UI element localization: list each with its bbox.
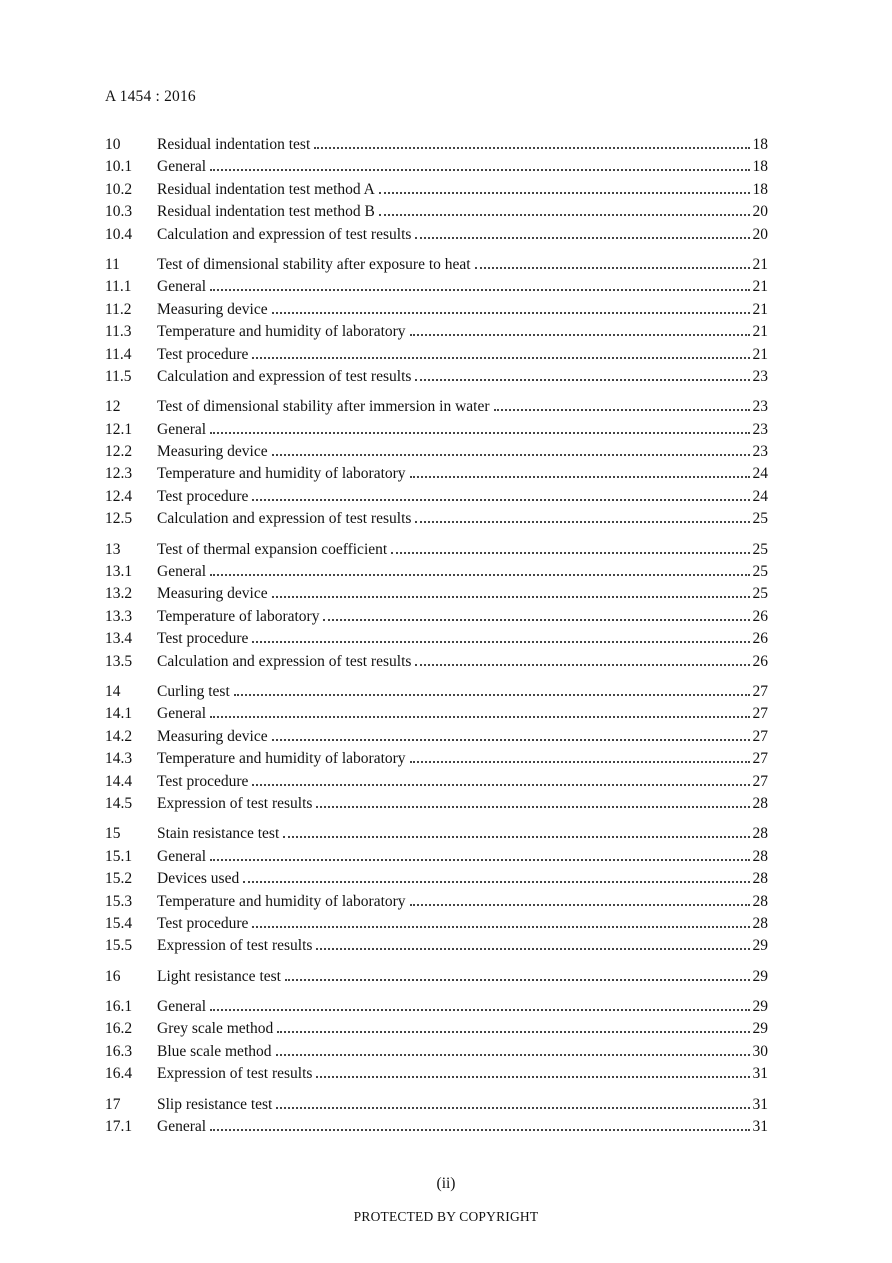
toc-entry-page: 20 bbox=[752, 203, 768, 221]
toc-entry-page: 26 bbox=[752, 652, 768, 670]
toc-entry-title: General bbox=[157, 705, 207, 723]
toc-entry-page: 18 bbox=[752, 136, 768, 153]
toc-entry-title: Light resistance test bbox=[157, 967, 281, 985]
toc-entry-number: 15.5 bbox=[105, 937, 133, 955]
toc-entry[interactable] bbox=[105, 179, 768, 201]
toc-entry-title: Calculation and expression of test results bbox=[157, 510, 412, 528]
toc-entry-page: 24 bbox=[752, 465, 768, 483]
toc-entry-title: Stain resistance test bbox=[157, 825, 280, 843]
toc-entry-page: 31 bbox=[752, 1118, 768, 1136]
toc-entry-title: Grey scale method bbox=[157, 1020, 274, 1038]
toc-entry[interactable] bbox=[105, 366, 768, 388]
toc-entry-title: Test procedure bbox=[157, 772, 249, 790]
toc-entry-title: Temperature and humidity of laboratory bbox=[157, 892, 406, 910]
toc-entry-page: 27 bbox=[752, 682, 768, 700]
toc-group bbox=[105, 396, 768, 530]
toc-entry-page: 18 bbox=[752, 180, 768, 198]
toc-entry-number: 14 bbox=[105, 682, 121, 700]
toc-entry-page: 27 bbox=[752, 750, 768, 768]
toc-dot-leader bbox=[391, 552, 749, 554]
toc-entry-number: 12.1 bbox=[105, 420, 133, 438]
toc-entry[interactable] bbox=[105, 254, 768, 276]
toc-entry-page: 20 bbox=[752, 225, 768, 243]
toc-dot-leader bbox=[314, 147, 749, 149]
toc-entry-title: Measuring device bbox=[157, 727, 268, 745]
toc-entry-title: Expression of test results bbox=[157, 794, 313, 812]
toc-entry-title: Calculation and expression of test results bbox=[157, 652, 412, 670]
toc-entry-number: 12.3 bbox=[105, 465, 133, 483]
toc-dot-leader bbox=[234, 694, 750, 696]
toc-entry[interactable] bbox=[105, 726, 768, 748]
toc-entry-number: 17 bbox=[105, 1095, 121, 1113]
toc-entry[interactable] bbox=[105, 276, 768, 298]
toc-entry-page: 21 bbox=[752, 300, 768, 318]
toc-entry[interactable] bbox=[105, 1018, 768, 1040]
toc-entry-title: General bbox=[157, 158, 207, 176]
toc-entry-number: 11.3 bbox=[105, 323, 132, 341]
toc-dot-leader bbox=[415, 237, 749, 239]
toc-dot-leader bbox=[210, 1009, 749, 1011]
toc-dot-leader bbox=[415, 521, 749, 523]
toc-entry-title: Residual indentation test bbox=[157, 136, 311, 153]
toc-entry-number: 16 bbox=[105, 967, 121, 985]
toc-entry-page: 28 bbox=[752, 870, 768, 888]
toc-entry[interactable] bbox=[105, 441, 768, 463]
toc-entry-number: 12 bbox=[105, 398, 121, 416]
toc-dot-leader bbox=[210, 289, 749, 291]
toc-entry-title: Temperature of laboratory bbox=[157, 607, 320, 625]
toc-dot-leader bbox=[243, 881, 749, 883]
toc-entry-title: Test procedure bbox=[157, 345, 249, 363]
toc-entry-title: Measuring device bbox=[157, 300, 268, 318]
toc-entry-page: 28 bbox=[752, 794, 768, 812]
toc-dot-leader bbox=[252, 357, 749, 359]
toc-entry-page: 31 bbox=[752, 1095, 768, 1113]
toc-entry-number: 14.3 bbox=[105, 750, 133, 768]
toc-dot-leader bbox=[210, 1129, 749, 1131]
toc-entry[interactable] bbox=[105, 823, 768, 845]
toc-dot-leader bbox=[272, 454, 750, 456]
document-header: A 1454 : 2016 bbox=[105, 88, 196, 105]
toc-entry-number: 11.5 bbox=[105, 367, 132, 385]
toc-entry-title: Test of dimensional stability after exposure to heat bbox=[157, 255, 471, 273]
toc-dot-leader bbox=[283, 836, 749, 838]
toc-entry-number: 10.4 bbox=[105, 225, 133, 243]
toc-entry-page: 26 bbox=[752, 630, 768, 648]
toc-entry[interactable] bbox=[105, 891, 768, 913]
toc-entry-title: Devices used bbox=[157, 870, 240, 888]
toc-entry-number: 10.3 bbox=[105, 203, 133, 221]
toc-group bbox=[105, 681, 768, 815]
toc-entry-page: 23 bbox=[752, 367, 768, 385]
toc-dot-leader bbox=[252, 641, 749, 643]
toc-entry-number: 16.4 bbox=[105, 1065, 133, 1083]
toc-entry[interactable] bbox=[105, 703, 768, 725]
toc-dot-leader bbox=[272, 739, 750, 741]
toc-entry-title: General bbox=[157, 420, 207, 438]
toc-dot-leader bbox=[285, 979, 750, 981]
toc-entry[interactable] bbox=[105, 299, 768, 321]
toc-group bbox=[105, 254, 768, 388]
toc-entry[interactable] bbox=[105, 771, 768, 793]
toc-entry-number: 14.4 bbox=[105, 772, 133, 790]
toc-entry-title: Test procedure bbox=[157, 630, 249, 648]
toc-entry-page: 23 bbox=[752, 443, 768, 461]
toc-entry-title: Measuring device bbox=[157, 443, 268, 461]
toc-entry-page: 25 bbox=[752, 563, 768, 581]
toc-entry-number: 11.1 bbox=[105, 278, 132, 296]
toc-dot-leader bbox=[316, 1076, 749, 1078]
toc-entry-number: 16.1 bbox=[105, 998, 133, 1016]
toc-entry[interactable] bbox=[105, 463, 768, 485]
toc-entry-number: 15 bbox=[105, 825, 121, 843]
toc-entry-title: Expression of test results bbox=[157, 1065, 313, 1083]
page-number: (ii) bbox=[436, 1175, 456, 1192]
toc-dot-leader bbox=[277, 1031, 749, 1033]
toc-entry-page: 21 bbox=[752, 323, 768, 341]
toc-entry[interactable] bbox=[105, 156, 768, 178]
toc-entry-page: 28 bbox=[752, 914, 768, 932]
toc-entry-number: 11.4 bbox=[105, 345, 132, 363]
toc-dot-leader bbox=[316, 806, 749, 808]
toc-dot-leader bbox=[210, 716, 749, 718]
toc-entry-number: 15.1 bbox=[105, 847, 133, 865]
toc-dot-leader bbox=[410, 476, 750, 478]
toc-entry-title: General bbox=[157, 998, 207, 1016]
toc-dot-leader bbox=[252, 926, 749, 928]
toc-entry[interactable] bbox=[105, 651, 768, 673]
toc-entry[interactable] bbox=[105, 508, 768, 530]
toc-entry-title: Expression of test results bbox=[157, 937, 313, 955]
toc-entry-page: 29 bbox=[752, 998, 768, 1016]
toc-entry-number: 13.4 bbox=[105, 630, 133, 648]
toc-dot-leader bbox=[323, 619, 749, 621]
toc-entry-title: Curling test bbox=[157, 682, 230, 700]
toc-entry-title: Calculation and expression of test results bbox=[157, 367, 412, 385]
toc-entry[interactable] bbox=[105, 539, 768, 561]
toc-dot-leader bbox=[276, 1107, 749, 1109]
toc-dot-leader bbox=[210, 432, 749, 434]
toc-entry-number: 12.2 bbox=[105, 443, 133, 461]
toc-dot-leader bbox=[475, 267, 750, 269]
toc-entry-title: Measuring device bbox=[157, 585, 268, 603]
toc-entry-page: 30 bbox=[752, 1042, 768, 1060]
toc-entry[interactable] bbox=[105, 628, 768, 650]
toc-entry-number: 16.2 bbox=[105, 1020, 133, 1038]
toc-group bbox=[105, 539, 768, 673]
toc-entry-number: 12.5 bbox=[105, 510, 133, 528]
toc-entry-page: 27 bbox=[752, 727, 768, 745]
toc-entry-page: 26 bbox=[752, 607, 768, 625]
toc-entry[interactable] bbox=[105, 996, 768, 1018]
toc-entry[interactable] bbox=[105, 1041, 768, 1063]
toc-group bbox=[105, 966, 768, 988]
toc-entry-title: Test procedure bbox=[157, 914, 249, 932]
toc-entry[interactable] bbox=[105, 748, 768, 770]
toc-dot-leader bbox=[410, 761, 750, 763]
toc-dot-leader bbox=[410, 334, 750, 336]
toc-entry-page: 21 bbox=[752, 255, 768, 273]
toc-entry[interactable] bbox=[105, 1063, 768, 1085]
toc-entry-title: General bbox=[157, 1118, 207, 1136]
toc-entry-number: 15.3 bbox=[105, 892, 133, 910]
toc-entry-title: Temperature and humidity of laboratory bbox=[157, 323, 406, 341]
toc-entry-page: 25 bbox=[752, 510, 768, 528]
toc-entry-title: Residual indentation test method A bbox=[157, 180, 375, 198]
toc-entry-number: 13.3 bbox=[105, 607, 133, 625]
toc-dot-leader bbox=[415, 664, 749, 666]
toc-entry-page: 29 bbox=[752, 1020, 768, 1038]
toc-group bbox=[105, 996, 768, 1086]
toc-entry-page: 21 bbox=[752, 278, 768, 296]
toc-entry-title: Test of dimensional stability after immersion in water bbox=[157, 398, 490, 416]
toc-entry[interactable] bbox=[105, 224, 768, 246]
toc-entry-page: 27 bbox=[752, 705, 768, 723]
toc-entry[interactable] bbox=[105, 966, 768, 988]
toc-entry-title: Slip resistance test bbox=[157, 1095, 273, 1113]
toc-entry[interactable] bbox=[105, 793, 768, 815]
toc-entry-page: 27 bbox=[752, 772, 768, 790]
toc-entry[interactable] bbox=[105, 868, 768, 890]
toc-entry-title: Temperature and humidity of laboratory bbox=[157, 465, 406, 483]
toc-entry-number: 13.2 bbox=[105, 585, 133, 603]
toc-dot-leader bbox=[272, 312, 750, 314]
toc-entry-number: 15.2 bbox=[105, 870, 133, 888]
toc-entry-number: 13 bbox=[105, 540, 121, 558]
toc-entry-number: 10.2 bbox=[105, 180, 133, 198]
toc-entry-number: 17.1 bbox=[105, 1118, 133, 1136]
toc-entry-number: 14.1 bbox=[105, 705, 133, 723]
toc-group bbox=[105, 823, 768, 957]
toc-entry[interactable] bbox=[105, 846, 768, 868]
toc-entry-page: 29 bbox=[752, 937, 768, 955]
toc-dot-leader bbox=[210, 574, 749, 576]
toc-entry-page: 21 bbox=[752, 345, 768, 363]
toc-entry-title: General bbox=[157, 563, 207, 581]
toc-entry-title: Test procedure bbox=[157, 487, 249, 505]
toc-entry-page: 23 bbox=[752, 398, 768, 416]
toc-dot-leader bbox=[379, 192, 750, 194]
toc-dot-leader bbox=[415, 379, 749, 381]
toc-dot-leader bbox=[316, 948, 749, 950]
toc-entry-title: Residual indentation test method B bbox=[157, 203, 375, 221]
toc-entry-page: 28 bbox=[752, 847, 768, 865]
toc-entry-page: 25 bbox=[752, 540, 768, 558]
toc-entry-number: 15.4 bbox=[105, 914, 133, 932]
toc-entry[interactable] bbox=[105, 396, 768, 418]
toc-entry[interactable] bbox=[105, 419, 768, 441]
toc-entry[interactable] bbox=[105, 321, 768, 343]
toc-entry-page: 28 bbox=[752, 892, 768, 910]
toc-entry-page: 31 bbox=[752, 1065, 768, 1083]
toc-entry-title: Temperature and humidity of laboratory bbox=[157, 750, 406, 768]
toc-entry[interactable] bbox=[105, 913, 768, 935]
toc-dot-leader bbox=[252, 784, 749, 786]
toc-entry-number: 10.1 bbox=[105, 158, 133, 176]
table-of-contents bbox=[105, 134, 768, 1146]
toc-entry-title: Calculation and expression of test results bbox=[157, 225, 412, 243]
toc-entry-page: 23 bbox=[752, 420, 768, 438]
toc-entry-page: 18 bbox=[752, 158, 768, 176]
toc-entry-number: 14.2 bbox=[105, 727, 133, 745]
toc-entry-number: 16.3 bbox=[105, 1042, 133, 1060]
toc-dot-leader bbox=[410, 904, 750, 906]
toc-entry-page: 29 bbox=[752, 967, 768, 985]
toc-entry-number: 12.4 bbox=[105, 487, 133, 505]
toc-entry[interactable] bbox=[105, 344, 768, 366]
toc-entry-number: 13.5 bbox=[105, 652, 133, 670]
toc-dot-leader bbox=[210, 169, 749, 171]
toc-entry[interactable] bbox=[105, 583, 768, 605]
toc-entry[interactable] bbox=[105, 681, 768, 703]
toc-entry-page: 25 bbox=[752, 585, 768, 603]
toc-entry[interactable] bbox=[105, 486, 768, 508]
toc-entry[interactable] bbox=[105, 1094, 768, 1116]
toc-entry-title: Blue scale method bbox=[157, 1042, 272, 1060]
toc-entry-number: 10 bbox=[105, 136, 121, 153]
toc-entry-page: 24 bbox=[752, 487, 768, 505]
toc-entry[interactable] bbox=[105, 935, 768, 957]
toc-dot-leader bbox=[494, 409, 750, 411]
toc-entry-title: General bbox=[157, 847, 207, 865]
toc-entry[interactable] bbox=[105, 561, 768, 583]
toc-dot-leader bbox=[210, 859, 749, 861]
toc-entry[interactable] bbox=[105, 606, 768, 628]
toc-dot-leader bbox=[272, 596, 750, 598]
toc-entry-number: 11.2 bbox=[105, 300, 132, 318]
toc-dot-leader bbox=[276, 1054, 750, 1056]
toc-entry-page: 28 bbox=[752, 825, 768, 843]
toc-entry[interactable] bbox=[105, 134, 768, 156]
toc-entry-number: 13.1 bbox=[105, 563, 133, 581]
toc-entry[interactable] bbox=[105, 1116, 768, 1138]
toc-entry-title: General bbox=[157, 278, 207, 296]
toc-dot-leader bbox=[252, 499, 749, 501]
toc-entry-number: 14.5 bbox=[105, 794, 133, 812]
toc-entry[interactable] bbox=[105, 201, 768, 223]
toc-group bbox=[105, 1094, 768, 1139]
toc-group bbox=[105, 134, 768, 246]
toc-entry-number: 11 bbox=[105, 255, 120, 273]
toc-dot-leader bbox=[379, 214, 750, 216]
toc-entry-title: Test of thermal expansion coefficient bbox=[157, 540, 388, 558]
copyright-notice: PROTECTED BY COPYRIGHT bbox=[353, 1209, 539, 1224]
